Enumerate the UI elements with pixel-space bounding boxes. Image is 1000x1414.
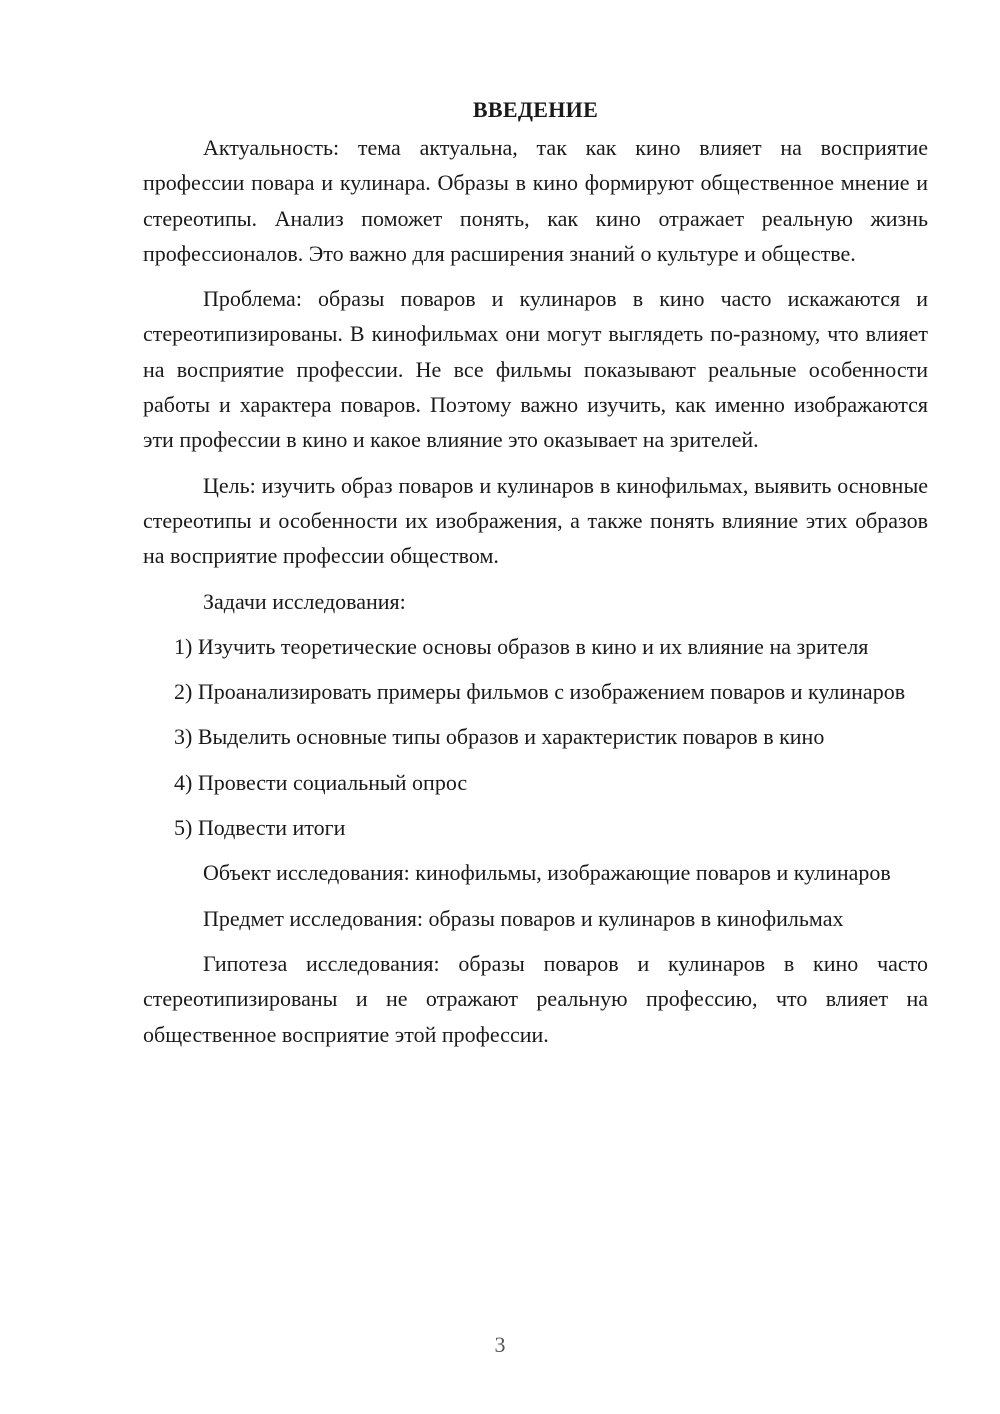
page-number: 3 (494, 1332, 506, 1357)
paragraph-tasks-heading: Задачи исследования: (203, 588, 406, 614)
task-item-1: 1) Изучить теоретические основы образов в кино и их влияние на зрителя (174, 633, 869, 659)
paragraph-relevance: Актуальность: тема актуальна, так как кино влияет на восприятие профессии повара и кулинара. Образы в кино формируют общественное мнение и стереотипы. Анализ поможет понять, как кино отражает реальную жизнь профессионалов. Это важно для расширения знаний о культуре и обществе. (143, 135, 928, 266)
task-item-3: 3) Выделить основные типы образов и характеристик поваров в кино (174, 724, 825, 750)
task-item-5: 5) Подвести итоги (174, 815, 346, 841)
paragraph-subject: Предмет исследования: образы поваров и кулинаров в кинофильмах (203, 905, 844, 931)
paragraph-hypothesis: Гипотеза исследования: образы поваров и кулинаров в кино часто стереотипизированы и не отражают реальную профессию, что влияет на общественное восприятие этой профессии. (143, 950, 928, 1047)
paragraph-object: Объект исследования: кинофильмы, изображающие поваров и кулинаров (203, 860, 891, 886)
paragraph-problem: Проблема: образы поваров и кулинаров в кино часто искажаются и стереотипизированы. В кинофильмах они могут выглядеть по-разному, что влияет на восприятие профессии. Не все фильмы показывают реальные особенности работы и характера поваров. Поэтому важно изучить, как именно изображаются эти профессии в кино и какое влияние это оказывает на зрителей. (143, 286, 928, 453)
section-title: ВВЕДЕНИЕ (472, 97, 599, 122)
task-item-2: 2) Проанализировать примеры фильмов с изображением поваров и кулинаров (174, 679, 906, 705)
task-item-4: 4) Провести социальный опрос (174, 769, 468, 795)
paragraph-goal: Цель: изучить образ поваров и кулинаров в кинофильмах, выявить основные стереотипы и особенности их изображения, а также понять влияние этих образов на восприятие профессии обществом. (143, 472, 928, 569)
page-content (143, 92, 928, 1062)
